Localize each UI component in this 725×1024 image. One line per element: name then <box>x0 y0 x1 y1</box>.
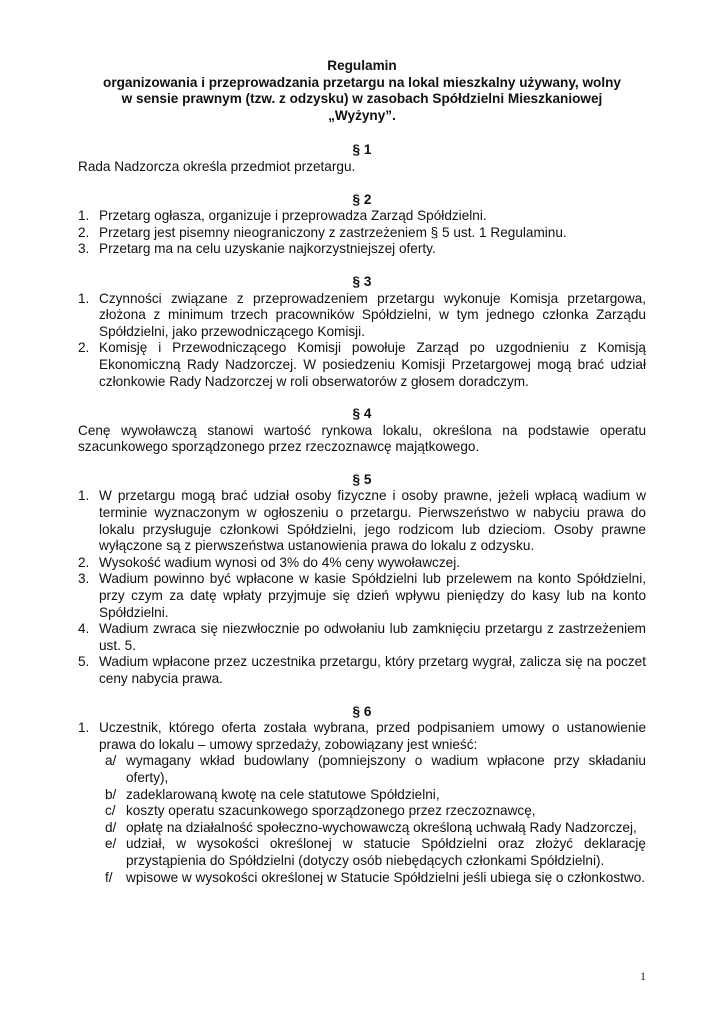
title-line-1: Regulamin <box>327 58 397 73</box>
list-item: 1. Uczestnik, którego oferta została wybrana, przed podpisaniem umowy o ustanowienie prawa do lokalu – umowy sprzedaży, zobowiązany jest wnieść: a/ wymagany wkład budowlany (pomniejszony o wadium wpłacone przy składaniu oferty), b/ zadeklarowaną kwotę na cele statutowe Spółdzielni, c/ koszty operatu szacunkowego sporządzonego przez rzeczoznawcę, d/ opłatę na działalność społeczno-wychowawczą określoną uchwałą Rady Nadzorczej, e/ udział, w wysokości określonej w statucie Spółdzielni oraz złożyć deklarację przystąpienia do Spółdzielni (dotyczy osób niebędących członkami Spółdzielni). f/ wpisowe w wysokości określonej w Statucie Spółdzielni jeśli ubiega się o członkostwo. <box>78 720 646 885</box>
section-5-heading: § 5 <box>352 471 372 487</box>
section-1-text: Rada Nadzorcza określa przedmiot przetargu. <box>78 158 356 174</box>
sublist-item: f/ wpisowe w wysokości określonej w Statucie Spółdzielni jeśli ubiega się o członkostwo. <box>105 869 646 885</box>
list-item: 2. Przetarg jest pisemny nieograniczony z zastrzeżeniem § 5 ust. 1 Regulaminu. <box>78 224 567 240</box>
list-item: 3. Przetarg ma na celu uzyskanie najkorzystniejszej oferty. <box>78 241 436 257</box>
section-4-heading: § 4 <box>352 406 372 422</box>
list-item: 1. Czynności związane z przeprowadzeniem przetargu wykonuje Komisja przetargowa, złożona z minimum trzech pracowników Spółdzielni, w tym jednego członka Zarządu Spółdzielni, jako przewodniczącego Komisji. <box>78 290 646 339</box>
section-4-text: Cenę wywoławczą stanowi wartość rynkowa lokalu, określona na podstawie operatu szacunkowego sporządzonego przez rzeczoznawcę majątkowego. <box>78 422 646 455</box>
document-title <box>78 58 646 124</box>
list-item: 3. Wadium powinno być wpłacone w kasie Spółdzielni lub przelewem na konto Spółdzielni, przy czym za datę wpłaty przyjmuje się dzień wpływu pieniędzy do kasy lub na konto Spółdzielni. <box>78 571 646 620</box>
list-item: 5. Wadium wpłacone przez uczestnika przetargu, który przetarg wygrał, zalicza się na poczet ceny nabycia prawa. <box>78 654 646 686</box>
list-item: 1. Przetarg ogłasza, organizuje i przeprowadza Zarząd Spółdzielni. <box>78 208 487 224</box>
title-line-3: w sensie prawnym (tzw. z odzysku) w zasobach Spółdzielni Mieszkaniowej <box>121 91 603 107</box>
title-line-4: „Wyżyny”. <box>328 107 396 123</box>
section-6-heading: § 6 <box>352 703 372 719</box>
page-number: 1 <box>640 969 646 983</box>
section-6-list <box>78 720 646 886</box>
document-page <box>78 58 646 886</box>
sublist-item: e/ udział, w wysokości określonej w statucie Spółdzielni oraz złożyć deklarację przystąpienia do Spółdzielni (dotyczy osób niebędących członkami Spółdzielni). <box>105 836 646 868</box>
section-1-heading: § 1 <box>352 142 372 158</box>
list-item: 2. Komisję i Przewodniczącego Komisji powołuje Zarząd po uzgodnieniu z Komisją Ekonomiczną Rady Nadzorczej. W posiedzeniu Komisji Przetargowej mogą brać udział członkowie Rady Nadzorczej w roli obserwatorów z głosem doradczym. <box>78 340 646 389</box>
section-3-heading: § 3 <box>352 273 372 289</box>
list-item: 2. Wysokość wadium wynosi od 3% do 4% ceny wywoławczej. <box>78 554 461 570</box>
list-item: 4. Wadium zwraca się niezwłocznie po odwołaniu lub zamknięciu przetargu z zastrzeżeniem ust. 5. <box>78 621 646 653</box>
sublist-item: d/ opłatę na działalność społeczno-wychowawczą określoną uchwałą Rady Nadzorczej, <box>105 819 637 835</box>
sublist-item: a/ wymagany wkład budowlany (pomniejszony o wadium wpłacone przy składaniu oferty), <box>105 753 646 785</box>
sublist-item: c/ koszty operatu szacunkowego sporządzonego przez rzeczoznawcę, <box>105 803 536 819</box>
sublist-item: b/ zadeklarowaną kwotę na cele statutowe Spółdzielni, <box>105 786 440 802</box>
section-2-list <box>78 208 646 258</box>
section-5-list <box>78 488 646 687</box>
section-3-list <box>78 291 646 391</box>
title-line-2: organizowania i przeprowadzania przetargu na lokal mieszkalny używany, wolny <box>103 74 621 90</box>
section-2-heading: § 2 <box>352 191 372 207</box>
section-6-sublist <box>105 753 646 886</box>
list-item: 1. W przetargu mogą brać udział osoby fizyczne i osoby prawne, jeżeli wpłacą wadium w terminie wyznaczonym w ogłoszeniu o przetargu. Pierwszeństwo w nabyciu prawa do lokalu przysługuje członkowi Spółdzielni, jego rodzicom lub dzieciom. Osoby prawne wyłączone są z pierwszeństwa ustanowienia prawa do lokalu z odzysku. <box>78 488 646 554</box>
